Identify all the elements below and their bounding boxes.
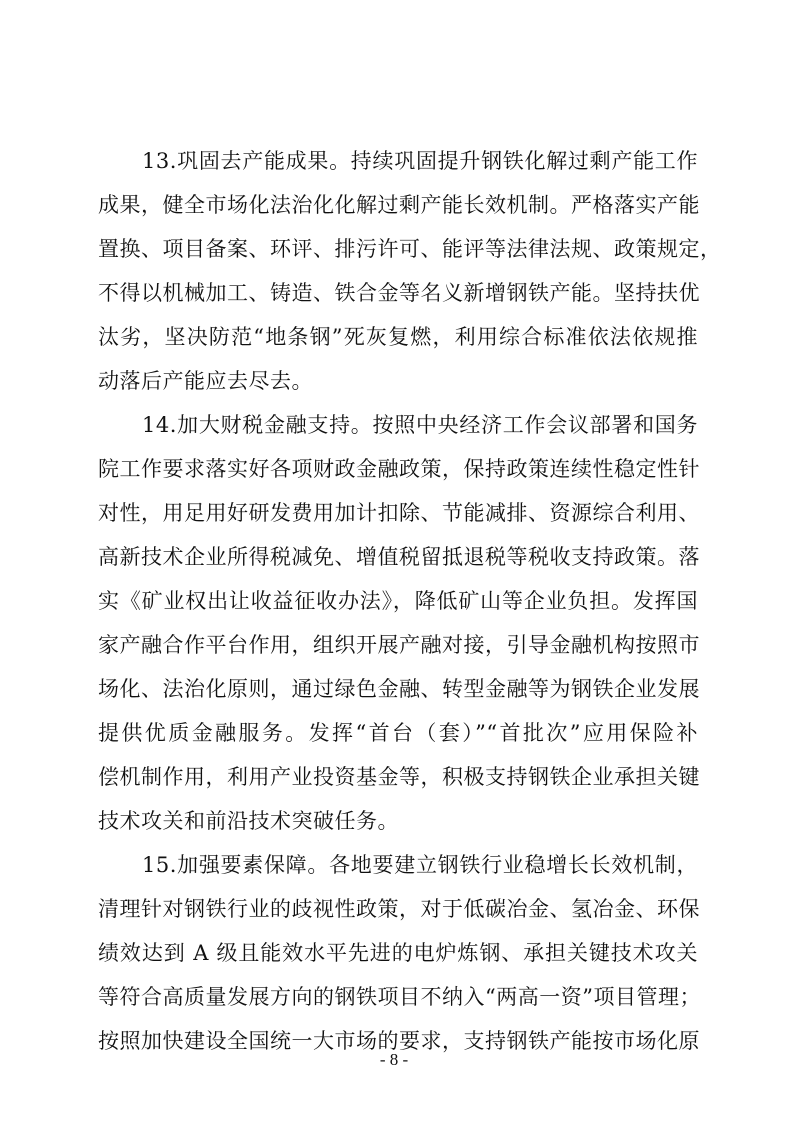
text-line: 动落后产能应去尽去。: [98, 369, 313, 393]
text-line: 成果，健全市场化法治化化解过剩产能长效机制。严格落实产能: [98, 193, 700, 217]
text-line: 15.加强要素保障。各地要建立钢铁行业稳增长长效机制，: [142, 853, 698, 877]
text-line: 14.加大财税金融支持。按照中央经济工作会议部署和国务: [142, 413, 698, 437]
text-line: 实《矿业权出让收益征收办法》，降低矿山等企业负担。发挥国: [98, 589, 698, 613]
page-number: - 8 -: [379, 1050, 409, 1069]
text-line: 对性，用足用好研发费用加计扣除、节能减排、资源综合利用、: [98, 501, 700, 525]
text-line: 场化、法治化原则，通过绿色金融、转型金融等为钢铁企业发展: [98, 677, 700, 701]
text-line: 汰劣，坚决防范“地条钢”死灰复燃，利用综合标准依法依规推: [98, 325, 698, 349]
text-line: 不得以机械加工、铸造、铁合金等名义新增钢铁产能。坚持扶优: [98, 281, 700, 305]
text-line: 高新技术企业所得税减免、增值税留抵退税等税收支持政策。落: [98, 545, 700, 569]
text-line: 清理针对钢铁行业的歧视性政策，对于低碳冶金、氢冶金、环保: [98, 897, 700, 921]
text-line: 置换、项目备案、环评、排污许可、能评等法律法规、政策规定，: [98, 237, 722, 261]
text-line: 13.巩固去产能成果。持续巩固提升钢铁化解过剩产能工作: [142, 149, 698, 173]
text-line: 按照加快建设全国统一大市场的要求，支持钢铁产能按市场化原: [98, 1029, 700, 1053]
text-line: 偿机制作用，利用产业投资基金等，积极支持钢铁企业承担关键: [98, 765, 700, 789]
text-line: 院工作要求落实好各项财政金融政策，保持政策连续性稳定性针: [98, 457, 700, 481]
text-line: 家产融合作平台作用，组织开展产融对接，引导金融机构按照市: [98, 633, 700, 657]
text-line: 技术攻关和前沿技术突破任务。: [98, 809, 399, 833]
text-line: 提供优质金融服务。发挥“首台（套）”“首批次”应用保险补: [98, 721, 698, 745]
text-line: 绩效达到 A 级且能效水平先进的电炉炼钢、承担关键技术攻关: [98, 941, 698, 965]
text-line: 等符合高质量发展方向的钢铁项目不纳入“两高一资”项目管理；: [98, 985, 701, 1009]
